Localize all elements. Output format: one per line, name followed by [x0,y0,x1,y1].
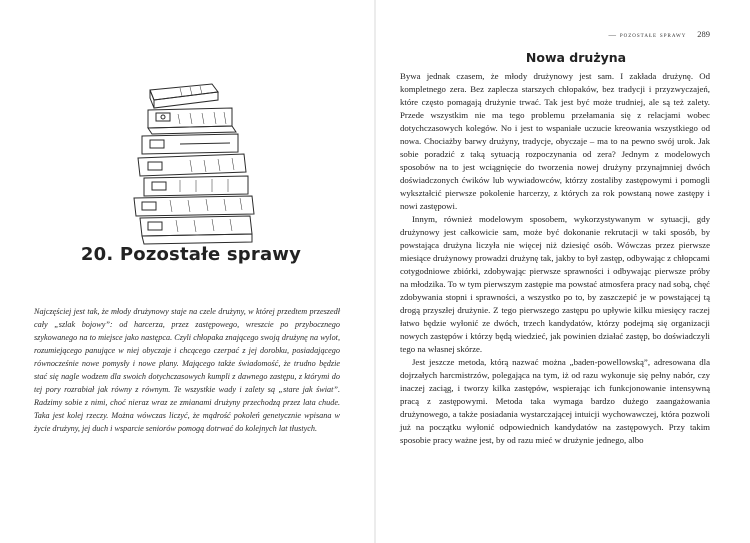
body-text [400,70,710,447]
left-page [0,0,374,543]
stack-of-binders-illustration [120,80,270,250]
paragraph: Innym, również modelowym sposobem, wykorzystywanym w sytuacji, gdy drużynowy jest całkowicie sam, może być dokonanie rekrutacji w taki sposób, by powstająca drużyna liczyła nie więcej niż dziesięć osób. Wówczas przez pierwsze miesiące drużynowy prowadzi drużynę tak, jakby to był zastęp, odbywając z chłopcami cotygodniowe zbiórki, zdobywając pierwsze sprawności i odbywając pierwsze próby na młodzika. To w tym pierwszym zastępie ma powstać atmosfera pracy nad sobą, chęć zdobywania stopni i sprawności, a wszystko po to, by zaszczepić je w powstającej tą drogą przyszłej drużynie. Z tego pierwszego zastępu po upływie kilku miesięcy raczej łatwo będzie wyłonić ze dwóch, trzech kandydatów, którzy podejmą się organizacji nowych zastępów i którzy będą wiedzieć, jak powinien działać zastęp, bo doświadczyli tego na własnej skórze. [400,214,710,354]
paragraph: Jest jeszcze metoda, którą nazwać można „baden-powellowską”, adresowana dla dojrzałych harcmistrzów, polegająca na tym, iż od razu wykonuje się pełny nabór, czy inaczej zaciąg, i tworzy kilka zastępów, wspierając ich funkcjonowanie intensywną pracą z zastępowymi. Metoda taka wymaga bardzo dużego zaangażowania drużynowego, a także posiadania wystarczającej intuicji wychowawczej, która pozwoli już na początku wyłonić odpowiednich kandydatów na zastępowych. Przy takim sposobie pracy ważne jest, by od razu mieć w drużynie jednego, albo [400,357,710,445]
running-head [608,29,710,39]
right-page [376,0,750,543]
running-head-title: — pozostałe sprawy [608,30,687,39]
chapter-intro-text: Najczęściej jest tak, że młody drużynowy staje na czele drużyny, w której przedtem przeszedł cały „szlak bojowy”: od harcerza, przez zastępowego, wreszcie po przybocznego szykowanego na to miejsce jako następca. Czyli chłopaka znającego swoją drużynę na wylot, rozumiejącego panujące w niej obyczaje i chcącego czerpać z jej dorobku, posiadającego równocześnie nowe pomysły i nowe plany. Mającego także świadomość, że trudno będzie stać się nagle wodzem dla swoich dotychczasowych kumpli z dawnego zastępu, z którymi do tej pory rozrabiał jak równy z równym. Te wszystkie wady i zalety są „stare jak świat”. Radzimy sobie z nimi, choć nieraz wraz ze zmianami drużyny przechodzą przez lata chude. Taka jest kolej rzeczy. Można wówczas liczyć, że mądrość pokoleń genetycznie wpisana w życie drużyny, jej duch i wsparcie seniorów pomogą dotrwać do kolejnych lat tłustych. [34,307,340,434]
paragraph: Bywa jednak czasem, że młody drużynowy jest sam. I zakłada drużynę. Od kompletnego zera. Bez zaplecza starszych chłopaków, bez tradycji i przyzwyczajeń, które często pomagają drużynie trwać. Tak jest być może trudniej, ale są też zalety. Przede wszystkim nie ma tego problemu przełamania się z relacjami wobec dotychczasowych kolegów. No i jest to wspaniałe uczucie kreowania wszystkiego od nowa. Chociażby barwy drużyny, tradycje, obyczaje – ma to na pewno swój urok. Jak sobie poradzić z taką sytuacją rozpoczynania od zera? Jednym z modelowych sposobów na to jest wciągnięcie do tworzenia nowej drużyny przynajmniej dwóch doświadczonych ćwików lub wywiadowców, którzy zostaliby zastępowymi i pomogli wykształcić pierwsze pokolenie harcerzy, z których za rok powstaną nowe zastępy i nowi zastępowi. [400,71,710,211]
page-number: 289 [697,29,710,39]
chapter-title: 20. Pozostałe sprawy [80,244,302,265]
section-title: Nowa drużyna [525,50,627,65]
